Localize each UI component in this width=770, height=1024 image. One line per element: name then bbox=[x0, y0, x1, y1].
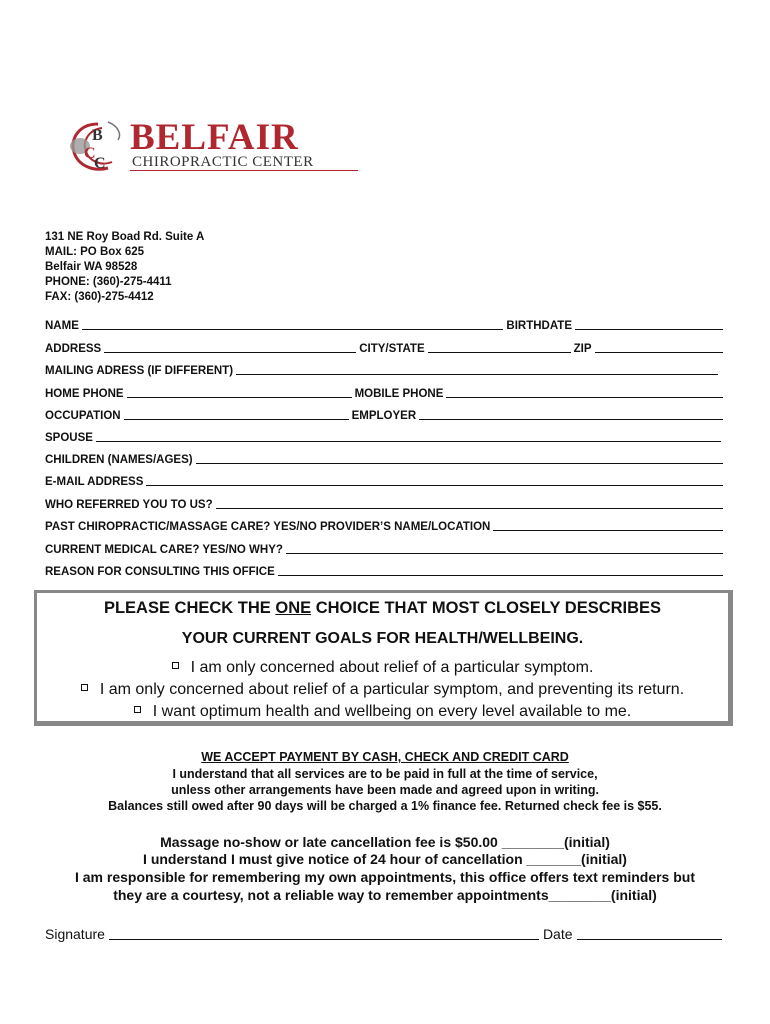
goals-subtitle: YOUR CURRENT GOALS FOR HEALTH/WELLBEING. bbox=[181, 630, 584, 647]
mailing-field[interactable] bbox=[236, 363, 718, 375]
policy-line-1: Massage no-show or late cancellation fee is $50.00 ________(initial) bbox=[160, 834, 610, 850]
belfair-logo bbox=[68, 118, 368, 178]
referred-label: WHO REFERRED YOU TO US? bbox=[45, 499, 213, 511]
row-referred bbox=[45, 495, 726, 511]
row-address bbox=[45, 339, 726, 355]
policy-line-4: they are a courtesy, not a reliable way to remember appointments________(initial) bbox=[113, 887, 657, 903]
row-name-birthdate bbox=[45, 316, 726, 332]
employer-field[interactable] bbox=[419, 408, 723, 420]
name-field[interactable] bbox=[82, 318, 504, 330]
payment-line-2: unless other arrangements have been made and agreed upon in writing. bbox=[171, 783, 599, 797]
zip-field[interactable] bbox=[595, 341, 723, 353]
policy-line-3: I am responsible for remembering my own appointments, this office offers text reminders but bbox=[74, 869, 695, 885]
brand-underline bbox=[130, 170, 358, 171]
row-spouse bbox=[45, 428, 726, 444]
goal-option-1-label: I am only concerned about relief of a particular symptom. bbox=[190, 659, 594, 676]
goals-title-emphasis: ONE bbox=[275, 599, 312, 617]
signature-row bbox=[45, 925, 726, 942]
birthdate-field[interactable] bbox=[575, 318, 723, 330]
row-reason bbox=[45, 562, 726, 578]
bcc-monogram-icon bbox=[68, 118, 130, 178]
payment-line-1: I understand that all services are to be paid in full at the time of service, bbox=[172, 767, 598, 781]
address-label: ADDRESS bbox=[45, 343, 102, 355]
address-fax: FAX: (360)-275-4412 bbox=[45, 291, 154, 303]
payment-heading: WE ACCEPT PAYMENT BY CASH, CHECK AND CREDIT CARD bbox=[201, 750, 569, 764]
policy-line-2: I understand I must give notice of 24 hour of cancellation _______(initial) bbox=[143, 851, 627, 867]
row-email bbox=[45, 472, 726, 488]
referred-field[interactable] bbox=[216, 497, 723, 509]
row-occupation bbox=[45, 406, 726, 422]
goals-box bbox=[34, 590, 733, 726]
payment-line-3: Balances still owed after 90 days will be charged a 1% finance fee. Returned check fee is $55. bbox=[108, 799, 662, 813]
current-care-label: CURRENT MEDICAL CARE? YES/NO WHY? bbox=[45, 544, 283, 556]
svg-text:B: B bbox=[92, 127, 103, 144]
signature-label: Signature bbox=[45, 926, 105, 942]
goal-option-3-label: I want optimum health and wellbeing on every level available to me. bbox=[152, 703, 632, 720]
mailing-label: MAILING ADRESS (IF DIFFERENT) bbox=[45, 365, 234, 377]
office-address bbox=[45, 230, 204, 305]
home-phone-label: HOME PHONE bbox=[45, 388, 124, 400]
city-state-label: CITY/STATE bbox=[359, 343, 425, 355]
goal-checkbox-2[interactable] bbox=[81, 684, 88, 691]
svg-text:C: C bbox=[94, 155, 106, 172]
children-label: CHILDREN (NAMES/AGES) bbox=[45, 454, 193, 466]
row-current-care bbox=[45, 540, 726, 556]
zip-label: ZIP bbox=[573, 343, 592, 355]
goal-option-3 bbox=[37, 703, 728, 721]
reason-label: REASON FOR CONSULTING THIS OFFICE bbox=[45, 566, 275, 578]
address-mail: MAIL: PO Box 625 bbox=[45, 246, 145, 258]
spouse-field[interactable] bbox=[96, 430, 721, 442]
mobile-phone-label: MOBILE PHONE bbox=[354, 388, 444, 400]
goal-checkbox-3[interactable] bbox=[134, 706, 141, 713]
address-field[interactable] bbox=[104, 341, 356, 353]
occupation-label: OCCUPATION bbox=[45, 410, 121, 422]
goals-title: PLEASE CHECK THE ONE CHOICE THAT MOST CLOSELY DESCRIBES bbox=[103, 599, 662, 617]
home-phone-field[interactable] bbox=[127, 386, 352, 398]
address-phone: PHONE: (360)-275-4411 bbox=[45, 276, 172, 288]
mobile-phone-field[interactable] bbox=[446, 386, 723, 398]
goal-checkbox-1[interactable] bbox=[172, 662, 179, 669]
current-care-field[interactable] bbox=[286, 542, 723, 554]
name-label: NAME bbox=[45, 320, 79, 332]
date-label: Date bbox=[542, 926, 573, 942]
city-state-field[interactable] bbox=[428, 341, 571, 353]
date-field[interactable] bbox=[577, 925, 722, 940]
brand-name: BELFAIR bbox=[130, 117, 299, 158]
birthdate-label: BIRTHDATE bbox=[506, 320, 572, 332]
goal-option-2-label: I am only concerned about relief of a particular symptom, and preventing its return. bbox=[99, 681, 685, 698]
address-street: 131 NE Roy Boad Rd. Suite A bbox=[45, 231, 205, 243]
address-city: Belfair WA 98528 bbox=[45, 261, 138, 273]
signature-field[interactable] bbox=[109, 925, 539, 940]
occupation-field[interactable] bbox=[124, 408, 349, 420]
goal-option-1 bbox=[37, 659, 728, 677]
past-care-label: PAST CHIROPRACTIC/MASSAGE CARE? YES/NO PROVIDER’S NAME/LOCATION bbox=[45, 521, 491, 533]
row-children bbox=[45, 450, 726, 466]
goal-option-2 bbox=[37, 681, 728, 699]
employer-label: EMPLOYER bbox=[351, 410, 417, 422]
spouse-label: SPOUSE bbox=[45, 432, 93, 444]
svg-text:C: C bbox=[84, 145, 96, 162]
children-field[interactable] bbox=[196, 452, 723, 464]
row-past-care bbox=[45, 517, 726, 533]
email-field[interactable] bbox=[146, 474, 723, 486]
brand-subtitle: CHIROPRACTIC CENTER bbox=[132, 154, 314, 170]
reason-field[interactable] bbox=[278, 564, 723, 576]
row-phones bbox=[45, 384, 726, 400]
row-mailing bbox=[45, 361, 726, 377]
email-label: E-MAIL ADDRESS bbox=[45, 476, 144, 488]
past-care-field[interactable] bbox=[493, 519, 723, 531]
